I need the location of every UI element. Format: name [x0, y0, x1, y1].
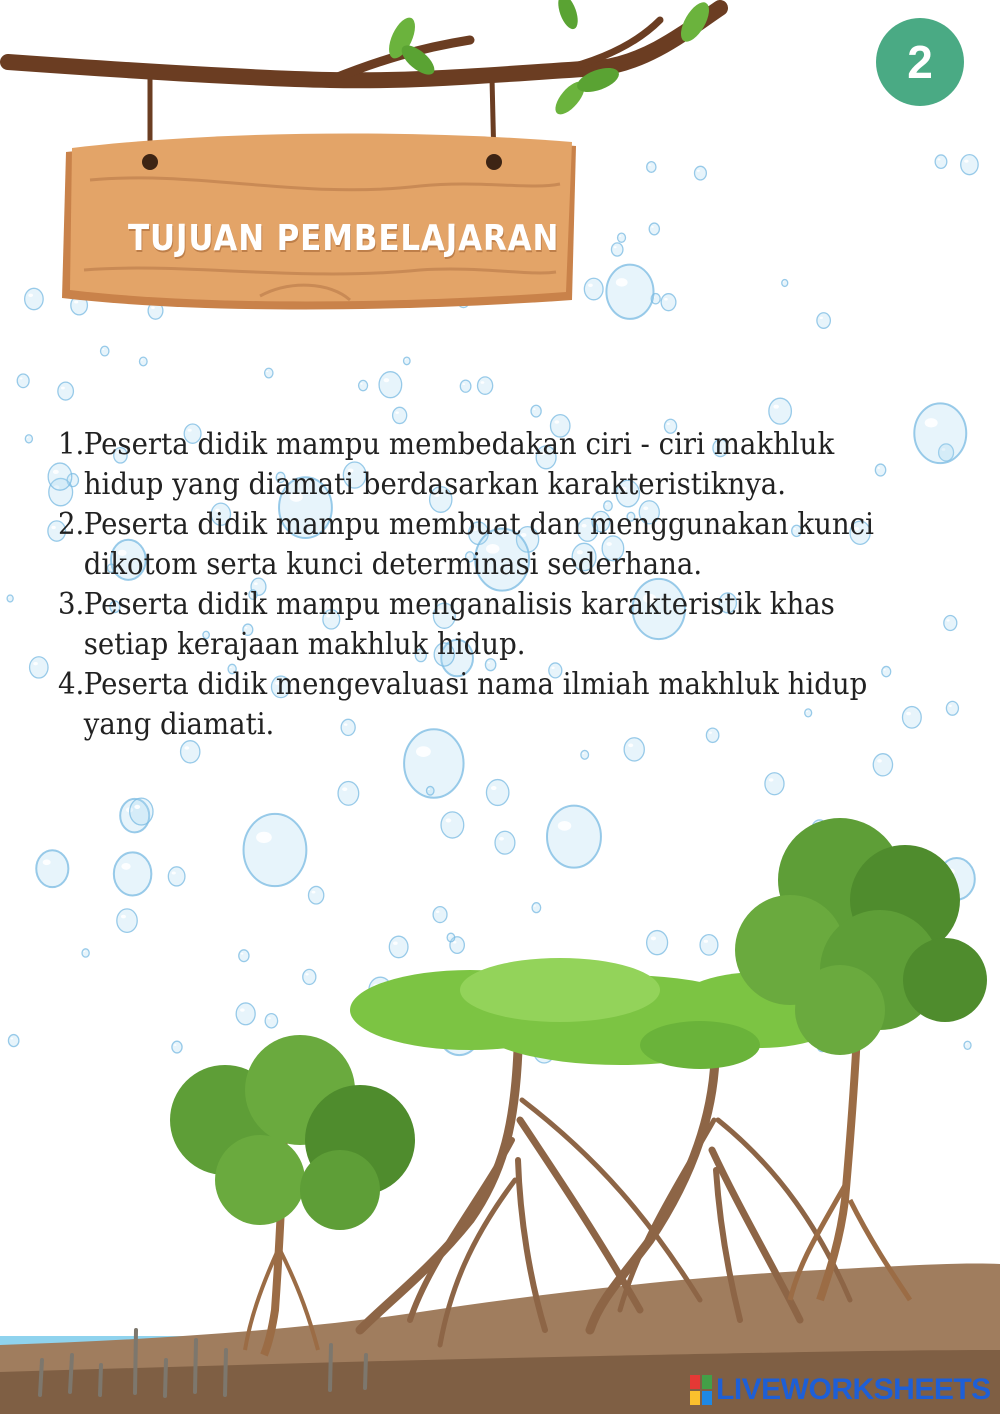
liveworksheets-watermark [690, 1372, 991, 1408]
objective-text: Peserta didik mampu membedakan ciri - ciri makhluk hidup yang diamati berdasarkan karakteristiknya. [83, 427, 835, 502]
objective-text: Peserta didik mengevaluasi nama ilmiah makhluk hidup yang diamati. [83, 667, 868, 742]
liveworksheets-logo-icon [690, 1375, 712, 1405]
watermark-text: LIVEWORKSHEETS [716, 1373, 991, 1406]
mangrove-tree-icon [735, 818, 987, 1300]
objective-number: 1. [58, 427, 85, 462]
sign-title: TUJUAN PEMBELAJARAN [128, 218, 560, 259]
objective-number: 3. [58, 587, 85, 622]
objective-number: 4. [58, 667, 85, 702]
objective-number: 2. [58, 507, 85, 542]
objective-text: Peserta didik mampu membuat dan menggunakan kunci dikotom serta kunci determinasi sederhana. [83, 507, 874, 582]
objective-text: Peserta didik mampu menganalisis karakteristik khas setiap kerajaan makhluk hidup. [83, 587, 835, 662]
page-number-badge: 2 [876, 18, 964, 106]
